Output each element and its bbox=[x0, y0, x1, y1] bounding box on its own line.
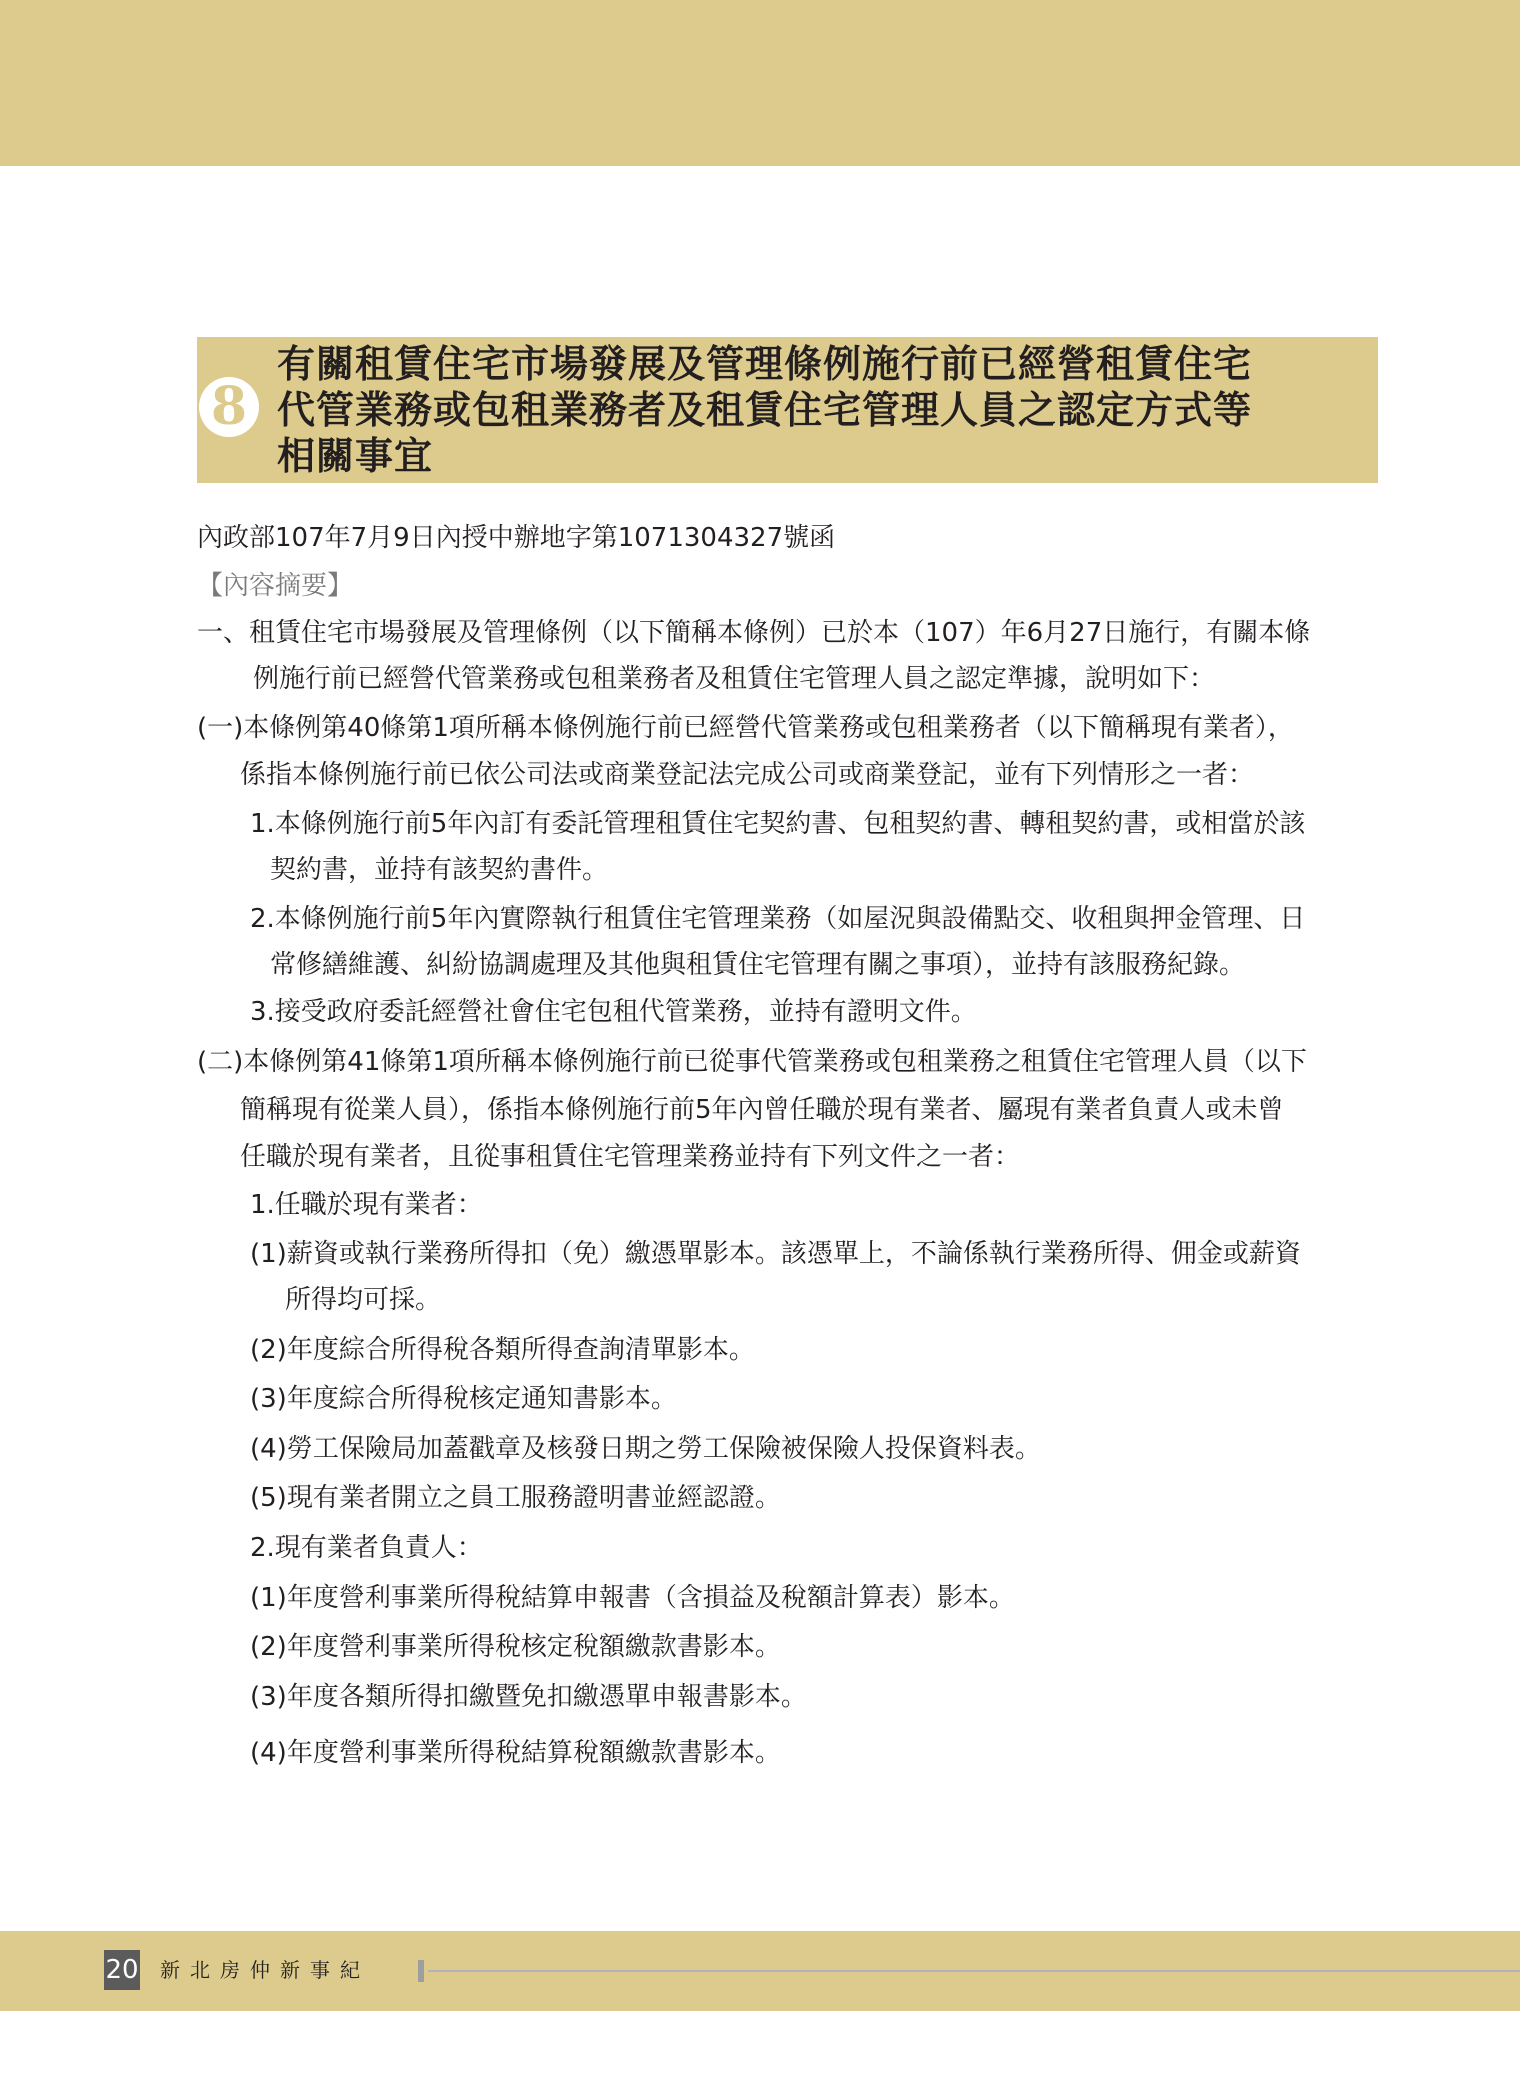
header-band bbox=[0, 0, 1520, 166]
reference-line: 內政部107年7月9日內授中辦地字第1071304327號函 bbox=[197, 523, 836, 553]
body-line: (3)年度綜合所得稅核定通知書影本。 bbox=[250, 1384, 677, 1414]
section-title-line: 有關租賃住宅市場發展及管理條例施行前已經營租賃住宅 bbox=[277, 342, 1253, 386]
body-line: 簡稱現有從業人員），係指本條例施行前5年內曾任職於現有業者、屬現有業者負責人或未曾 bbox=[240, 1095, 1284, 1125]
body-line: (二)本條例第41條第1項所稱本條例施行前已從事代管業務或包租業務之租賃住宅管理人員（以下 bbox=[197, 1047, 1307, 1077]
body-line: (2)年度綜合所得稅各類所得查詢清單影本。 bbox=[250, 1335, 755, 1365]
body-line: (4)年度營利事業所得稅結算稅額繳款書影本。 bbox=[250, 1738, 781, 1768]
body-line: (1)年度營利事業所得稅結算申報書（含損益及稅額計算表）影本。 bbox=[250, 1583, 1015, 1613]
body-line: (3)年度各類所得扣繳暨免扣繳憑單申報書影本。 bbox=[250, 1682, 807, 1712]
section-title-line: 相關事宜 bbox=[277, 434, 434, 478]
body-line: 1.本條例施行前5年內訂有委託管理租賃住宅契約書、包租契約書、轉租契約書，或相當於該 bbox=[250, 809, 1306, 839]
body-line: (4)勞工保險局加蓋戳章及核發日期之勞工保險被保險人投保資料表。 bbox=[250, 1434, 1041, 1464]
body-line: 契約書，並持有該契約書件。 bbox=[270, 855, 609, 885]
body-line: 1.任職於現有業者： bbox=[250, 1190, 483, 1220]
body-line: (1)薪資或執行業務所得扣（免）繳憑單影本。該憑單上，不論係執行業務所得、佣金或薪資 bbox=[250, 1239, 1301, 1269]
publication-title: 新北房仲新事紀 bbox=[160, 1958, 370, 1982]
body-line: 係指本條例施行前已依公司法或商業登記法完成公司或商業登記，並有下列情形之一者： bbox=[240, 760, 1255, 790]
body-line: (5)現有業者開立之員工服務證明書並經認證。 bbox=[250, 1483, 781, 1513]
body-line: 所得均可採。 bbox=[285, 1285, 442, 1315]
body-line: 3.接受政府委託經營社會住宅包租代管業務，並持有證明文件。 bbox=[250, 997, 977, 1027]
body-line: 2.現有業者負責人： bbox=[250, 1533, 483, 1563]
body-line: 一、租賃住宅市場發展及管理條例（以下簡稱本條例）已於本（107）年6月27日施行，有關本條 bbox=[197, 618, 1311, 648]
footer-divider bbox=[418, 1960, 424, 1982]
section-title bbox=[277, 341, 1377, 479]
footer-rule bbox=[428, 1970, 1520, 1972]
body-line: 常修繕維護、糾紛協調處理及其他與租賃住宅管理有關之事項），並持有該服務紀錄。 bbox=[270, 950, 1246, 980]
page-number: 20 bbox=[104, 1950, 140, 1990]
section-title-line: 代管業務或包租業務者及租賃住宅管理人員之認定方式等 bbox=[277, 388, 1253, 432]
body-line: 例施行前已經營代管業務或包租業務者及租賃住宅管理人員之認定準據，說明如下： bbox=[253, 664, 1216, 694]
body-line: 任職於現有業者，且從事租賃住宅管理業務並持有下列文件之一者： bbox=[240, 1142, 1021, 1172]
body-line: (一)本條例第40條第1項所稱本條例施行前已經營代管業務或包租業務者（以下簡稱現有業者）， bbox=[197, 713, 1294, 743]
body-line: (2)年度營利事業所得稅核定稅額繳款書影本。 bbox=[250, 1632, 781, 1662]
section-number-badge: 8 bbox=[199, 377, 259, 437]
summary-label: 【內容摘要】 bbox=[197, 571, 354, 601]
body-line: 2.本條例施行前5年內實際執行租賃住宅管理業務（如屋況與設備點交、收租與押金管理、日 bbox=[250, 904, 1306, 934]
